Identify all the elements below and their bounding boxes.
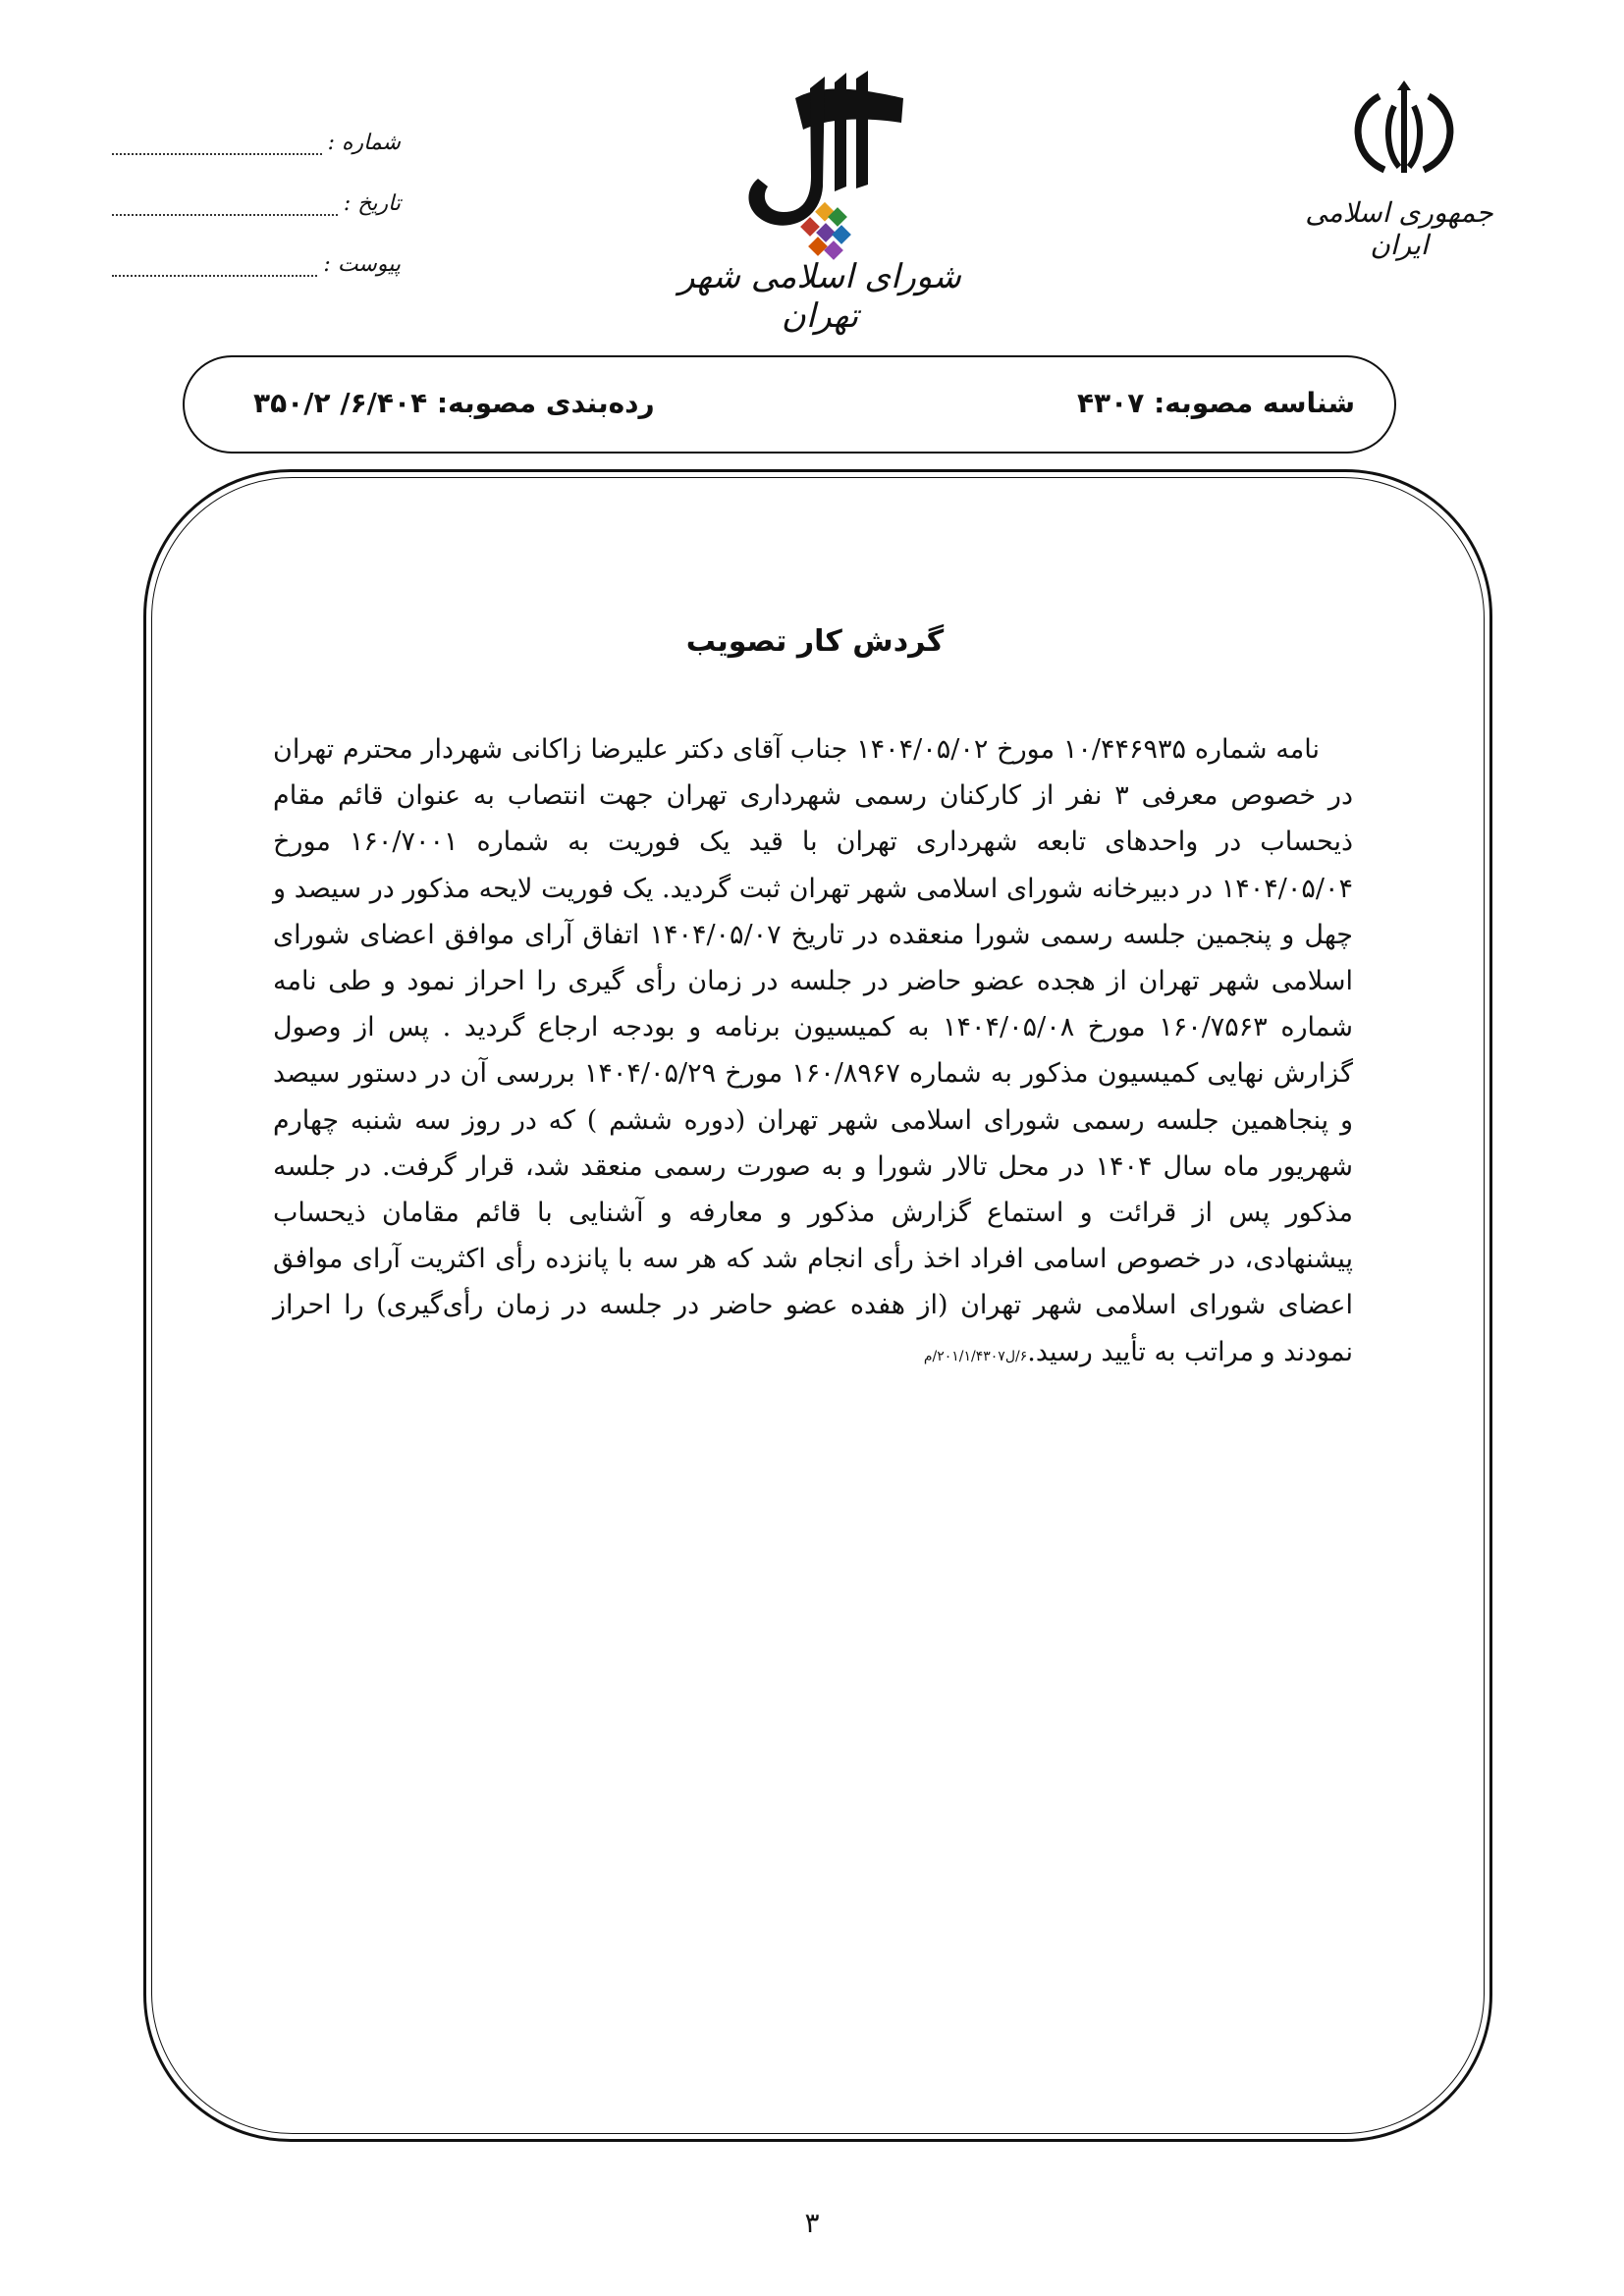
resolution-classification: رده‌بندی مصوبه: ۶/۴۰۴/ ۳۵۰/۲ — [253, 387, 655, 419]
attachment-field — [106, 216, 401, 277]
resolution-id: شناسه مصوبه: ۴۳۰۷ — [1076, 387, 1355, 419]
date-label: تاریخ : — [343, 191, 401, 216]
number-label: شماره : — [327, 131, 401, 155]
number-field — [106, 94, 401, 155]
country-name: جمهوری اسلامی ایران — [1305, 196, 1493, 261]
number-blank — [112, 133, 322, 155]
page-number: ۳ — [804, 2207, 820, 2239]
council-name: شورای اسلامی شهر تهران — [678, 257, 961, 336]
iran-emblem — [1340, 77, 1468, 185]
date-field — [106, 155, 401, 216]
document-body — [273, 726, 1353, 1380]
body-paragraph: نامه شماره ۱۰/۴۴۶۹۳۵ مورخ ۱۴۰۴/۰۵/۰۲ جناب آقای دکتر علیرضا زاکانی شهردار محترم تهران در خصوص معرفی ۳ نفر از کارکنان رسمی شهرداری تهران جهت انتصاب به عنوان قائم مقام ذیحساب در واحدهای تابعه شهرداری تهران با قید یک فوریت به شماره ۱۶۰/۷۰۰۱ مورخ ۱۴۰۴/۰۵/۰۴ در دبیرخانه شورای اسلامی شهر تهران ثبت گردید. یک فوریت لایحه مذکور در سیصد و چهل و پنجمین جلسه رسمی شورا منعقده در تاریخ ۱۴۰۴/۰۵/۰۷ اتفاق آرای موافق اعضای شورای اسلامی شهر تهران از هجده عضو حاضر در جلسه در زمان رأی گیری را احراز نمود و طی نامه شماره ۱۶۰/۷۵۶۳ مورخ ۱۴۰۴/۰۵/۰۸ به کمیسیون برنامه و بودجه ارجاع گردید . پس از وصول گزارش نهایی کمیسیون مذکور به شماره ۱۶۰/۸۹۶۷ مورخ ۱۴۰۴/۰۵/۲۹ بررسی آن در دستور سیصد و پنجاهمین جلسه رسمی شورای اسلامی شهر تهران (دوره ششم ) که در روز سه شنبه چهارم شهریور ماه سال ۱۴۰۴ در محل تالار شورا و به صورت رسمی منعقد شد، قرار گرفت. در جلسه مذکور پس از قرائت و استماع گزارش مذکور و معارفه و آشنایی با قائم مقامان ذیحساب پیشنهادی، در خصوص اسامی افراد اخذ رأی انجام شد که هر سه با پانزده رأی اکثریت آرای موافق اعضای شورای اسلامی شهر تهران (از هفده عضو حاضر در جلسه در زمان رأی‌گیری) را احراز نمودند و مراتب به تأیید رسید. — [273, 734, 1353, 1367]
registration-stamp: ۶/ل۲۰۱/۱/۴۳۰۷/م — [923, 1348, 1028, 1364]
attachment-label: پیوست : — [323, 252, 401, 277]
document-meta-fields — [106, 94, 401, 277]
attachment-blank — [112, 255, 317, 277]
document-title: گردش کار تصویب — [685, 624, 945, 659]
resolution-id-bar — [183, 355, 1396, 454]
date-blank — [112, 194, 338, 216]
